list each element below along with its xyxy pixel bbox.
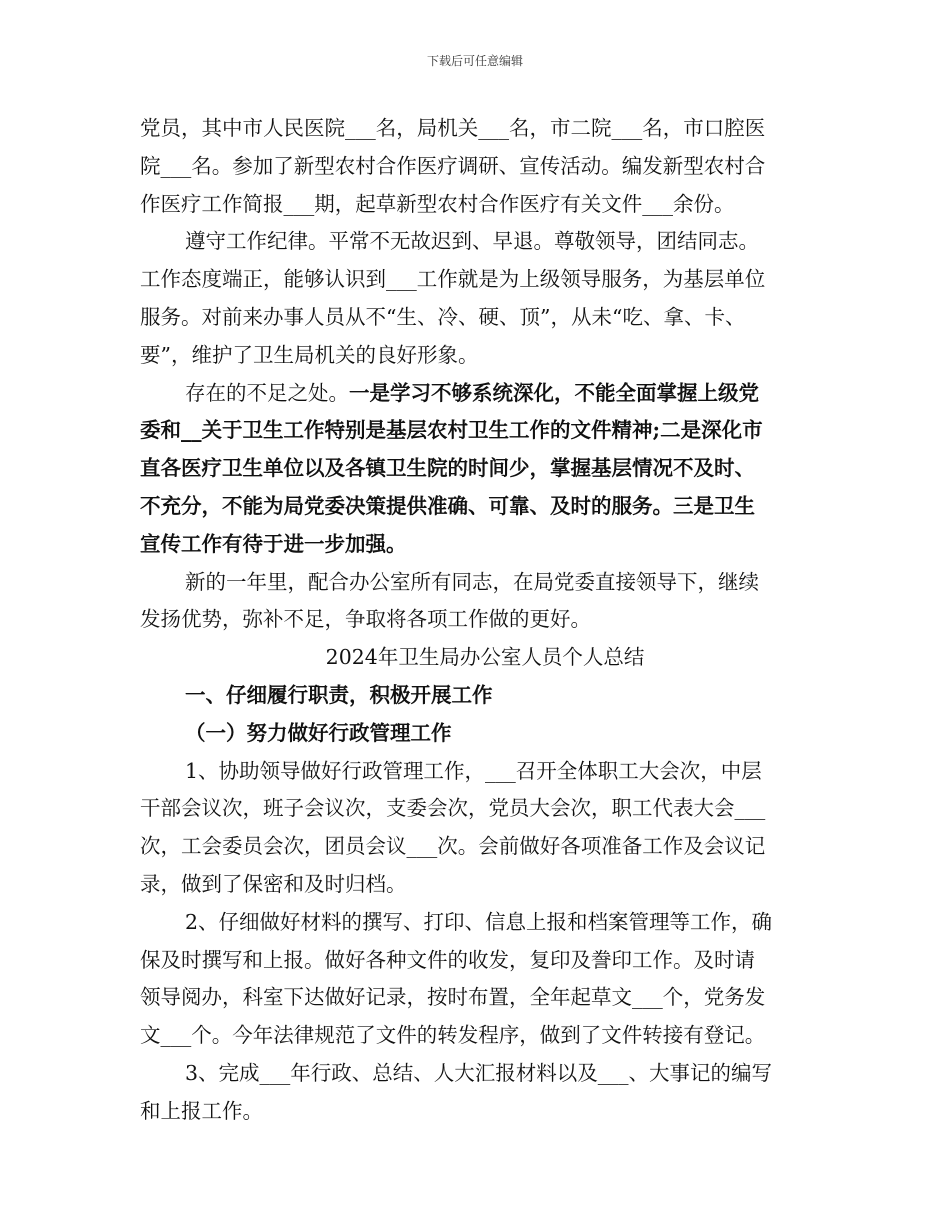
text-line: 1、协助领导做好行政管理工作，___召开全体职工大会次，中层 bbox=[185, 758, 762, 783]
text-line: 发扬优势，弥补不足，争取将各项工作做的更好。 bbox=[140, 607, 591, 632]
text-line: 要”，维护了卫生局机关的良好形象。 bbox=[140, 342, 479, 367]
text-line: 一、仔细履行职责，积极开展工作 bbox=[185, 682, 493, 707]
text-line bbox=[140, 375, 830, 413]
text-line: 干部会议次，班子会议次，支委会次，党员大会次，职工代表大会___ bbox=[140, 796, 766, 821]
text-line: 遵守工作纪律。平常不无故迟到、早退。尊敬领导，团结同志。 bbox=[185, 229, 759, 254]
page-header: 下载后可任意编辑 bbox=[426, 54, 523, 68]
text-line: 院___名。参加了新型农村合作医疗调研、宣传活动。编发新型农村合 bbox=[140, 153, 766, 178]
text-line: 领导阅办，科室下达做好记录，按时布置，全年起草文___个，党务发 bbox=[140, 985, 766, 1010]
text-line: 新的一年里，配合办公室所有同志，在局党委直接领导下，继续 bbox=[185, 569, 759, 594]
text-line: 3、完成___年行政、总结、人大汇报材料以及___、大事记的编写 bbox=[185, 1060, 773, 1085]
text-line: 次，工会委员会次，团员会议___次。会前做好各项准备工作及会议记 bbox=[140, 834, 766, 859]
text-line: 2024年卫生局办公室人员个人总结 bbox=[325, 645, 645, 670]
text-line: 宣传工作有待于进一步加强。 bbox=[140, 531, 407, 556]
text-line: 保及时撰写和上报。做好各种文件的收发，复印及誊印工作。及时请 bbox=[140, 947, 755, 972]
text-line: 直各医疗卫生单位以及各镇卫生院的时间少，掌握基层情况不及时、 bbox=[140, 456, 755, 481]
text-run: 存在的不足之处。 bbox=[185, 380, 349, 405]
text-line: 录，做到了保密和及时归档。 bbox=[140, 871, 407, 896]
text-line: 党员，其中市人民医院___名，局机关___名，市二院___名，市口腔医 bbox=[140, 116, 766, 140]
text-line: 服务。对前来办事人员从不“生、冷、硬、顶”，从未“吃、拿、卡、 bbox=[140, 304, 746, 329]
text-line: （一）努力做好行政管理工作 bbox=[185, 720, 452, 745]
document-body bbox=[140, 110, 830, 1131]
text-line: 文___个。今年法律规范了文件的转发程序，做到了文件转接有登记。 bbox=[140, 1023, 766, 1048]
text-line: 委和__关于卫生工作特别是基层农村卫生工作的文件精神;二是深化市 bbox=[140, 418, 763, 443]
text-line: 工作态度端正，能够认识到___工作就是为上级领导服务，为基层单位 bbox=[140, 267, 766, 292]
text-line: 和上报工作。 bbox=[140, 1098, 263, 1123]
text-line: 作医疗工作简报___期，起草新型农村合作医疗有关文件___余份。 bbox=[140, 191, 735, 216]
text-line: 2、仔细做好材料的撰写、打印、信息上报和档案管理等工作，确 bbox=[185, 909, 773, 934]
bold-text-run: 一是学习不够系统深化，不能全面掌握上级党 bbox=[349, 380, 759, 405]
text-line: 不充分，不能为局党委决策提供准确、可靠、及时的服务。三是卫生 bbox=[140, 493, 755, 518]
